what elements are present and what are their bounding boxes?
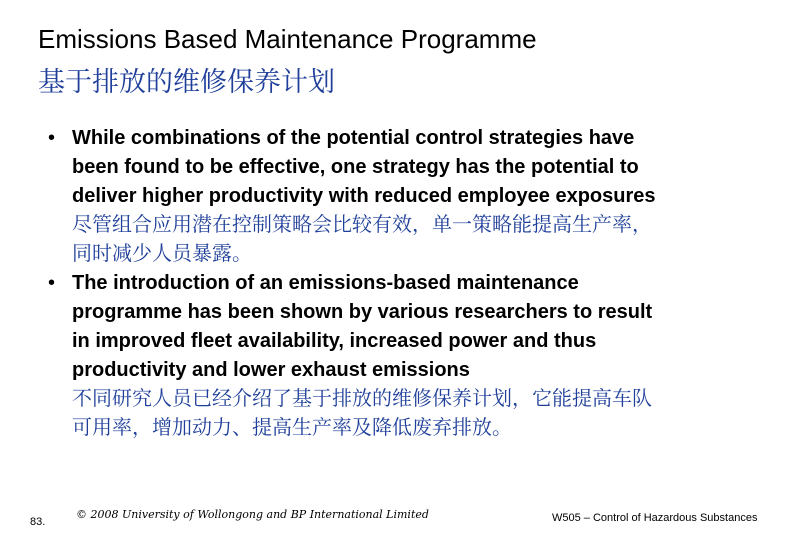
bullet-text-line: The introduction of an emissions‑based maintenance: [72, 272, 579, 294]
page-title-chinese: 基于排放的维修保养计划: [38, 67, 335, 97]
course-title: W505 – Control of Hazardous Substances: [552, 512, 758, 524]
page-number: 83.: [30, 516, 46, 528]
bullet-item: [48, 124, 788, 269]
bullet-text-line-chinese: 尽管组合应用潜在控制策略会比较有效，单一策略能提高生产率，: [72, 214, 652, 236]
bullet-text-line: programme has been shown by various researchers to result: [72, 301, 653, 323]
bullet-text-line-chinese: 同时减少人员暴露。: [72, 243, 252, 265]
bullet-list: [48, 124, 788, 443]
bullet-text-line-chinese: 不同研究人员已经介绍了基于排放的维修保养计划，它能提高车队: [72, 388, 652, 410]
bullet-text-line: productivity and lower exhaust emissions: [72, 359, 470, 381]
copyright-notice: © 2008 University of Wollongong and BP International Limited: [76, 508, 429, 521]
bullet-text-line: in improved fleet availability, increased power and thus: [72, 330, 597, 352]
bullet-marker: •: [48, 127, 56, 149]
bullet-text-line: deliver higher productivity with reduced employee exposures: [72, 185, 656, 207]
bullet-marker: •: [48, 272, 56, 294]
page-title: Emissions Based Maintenance Programme: [38, 24, 537, 54]
bullet-text-line: been found to be effective, one strategy has the potential to: [72, 156, 639, 178]
bullet-text-line-chinese: 可用率，增加动力、提高生产率及降低废弃排放。: [72, 417, 512, 439]
bullet-item: [48, 269, 788, 443]
bullet-text-line: While combinations of the potential control strategies have: [72, 127, 635, 149]
